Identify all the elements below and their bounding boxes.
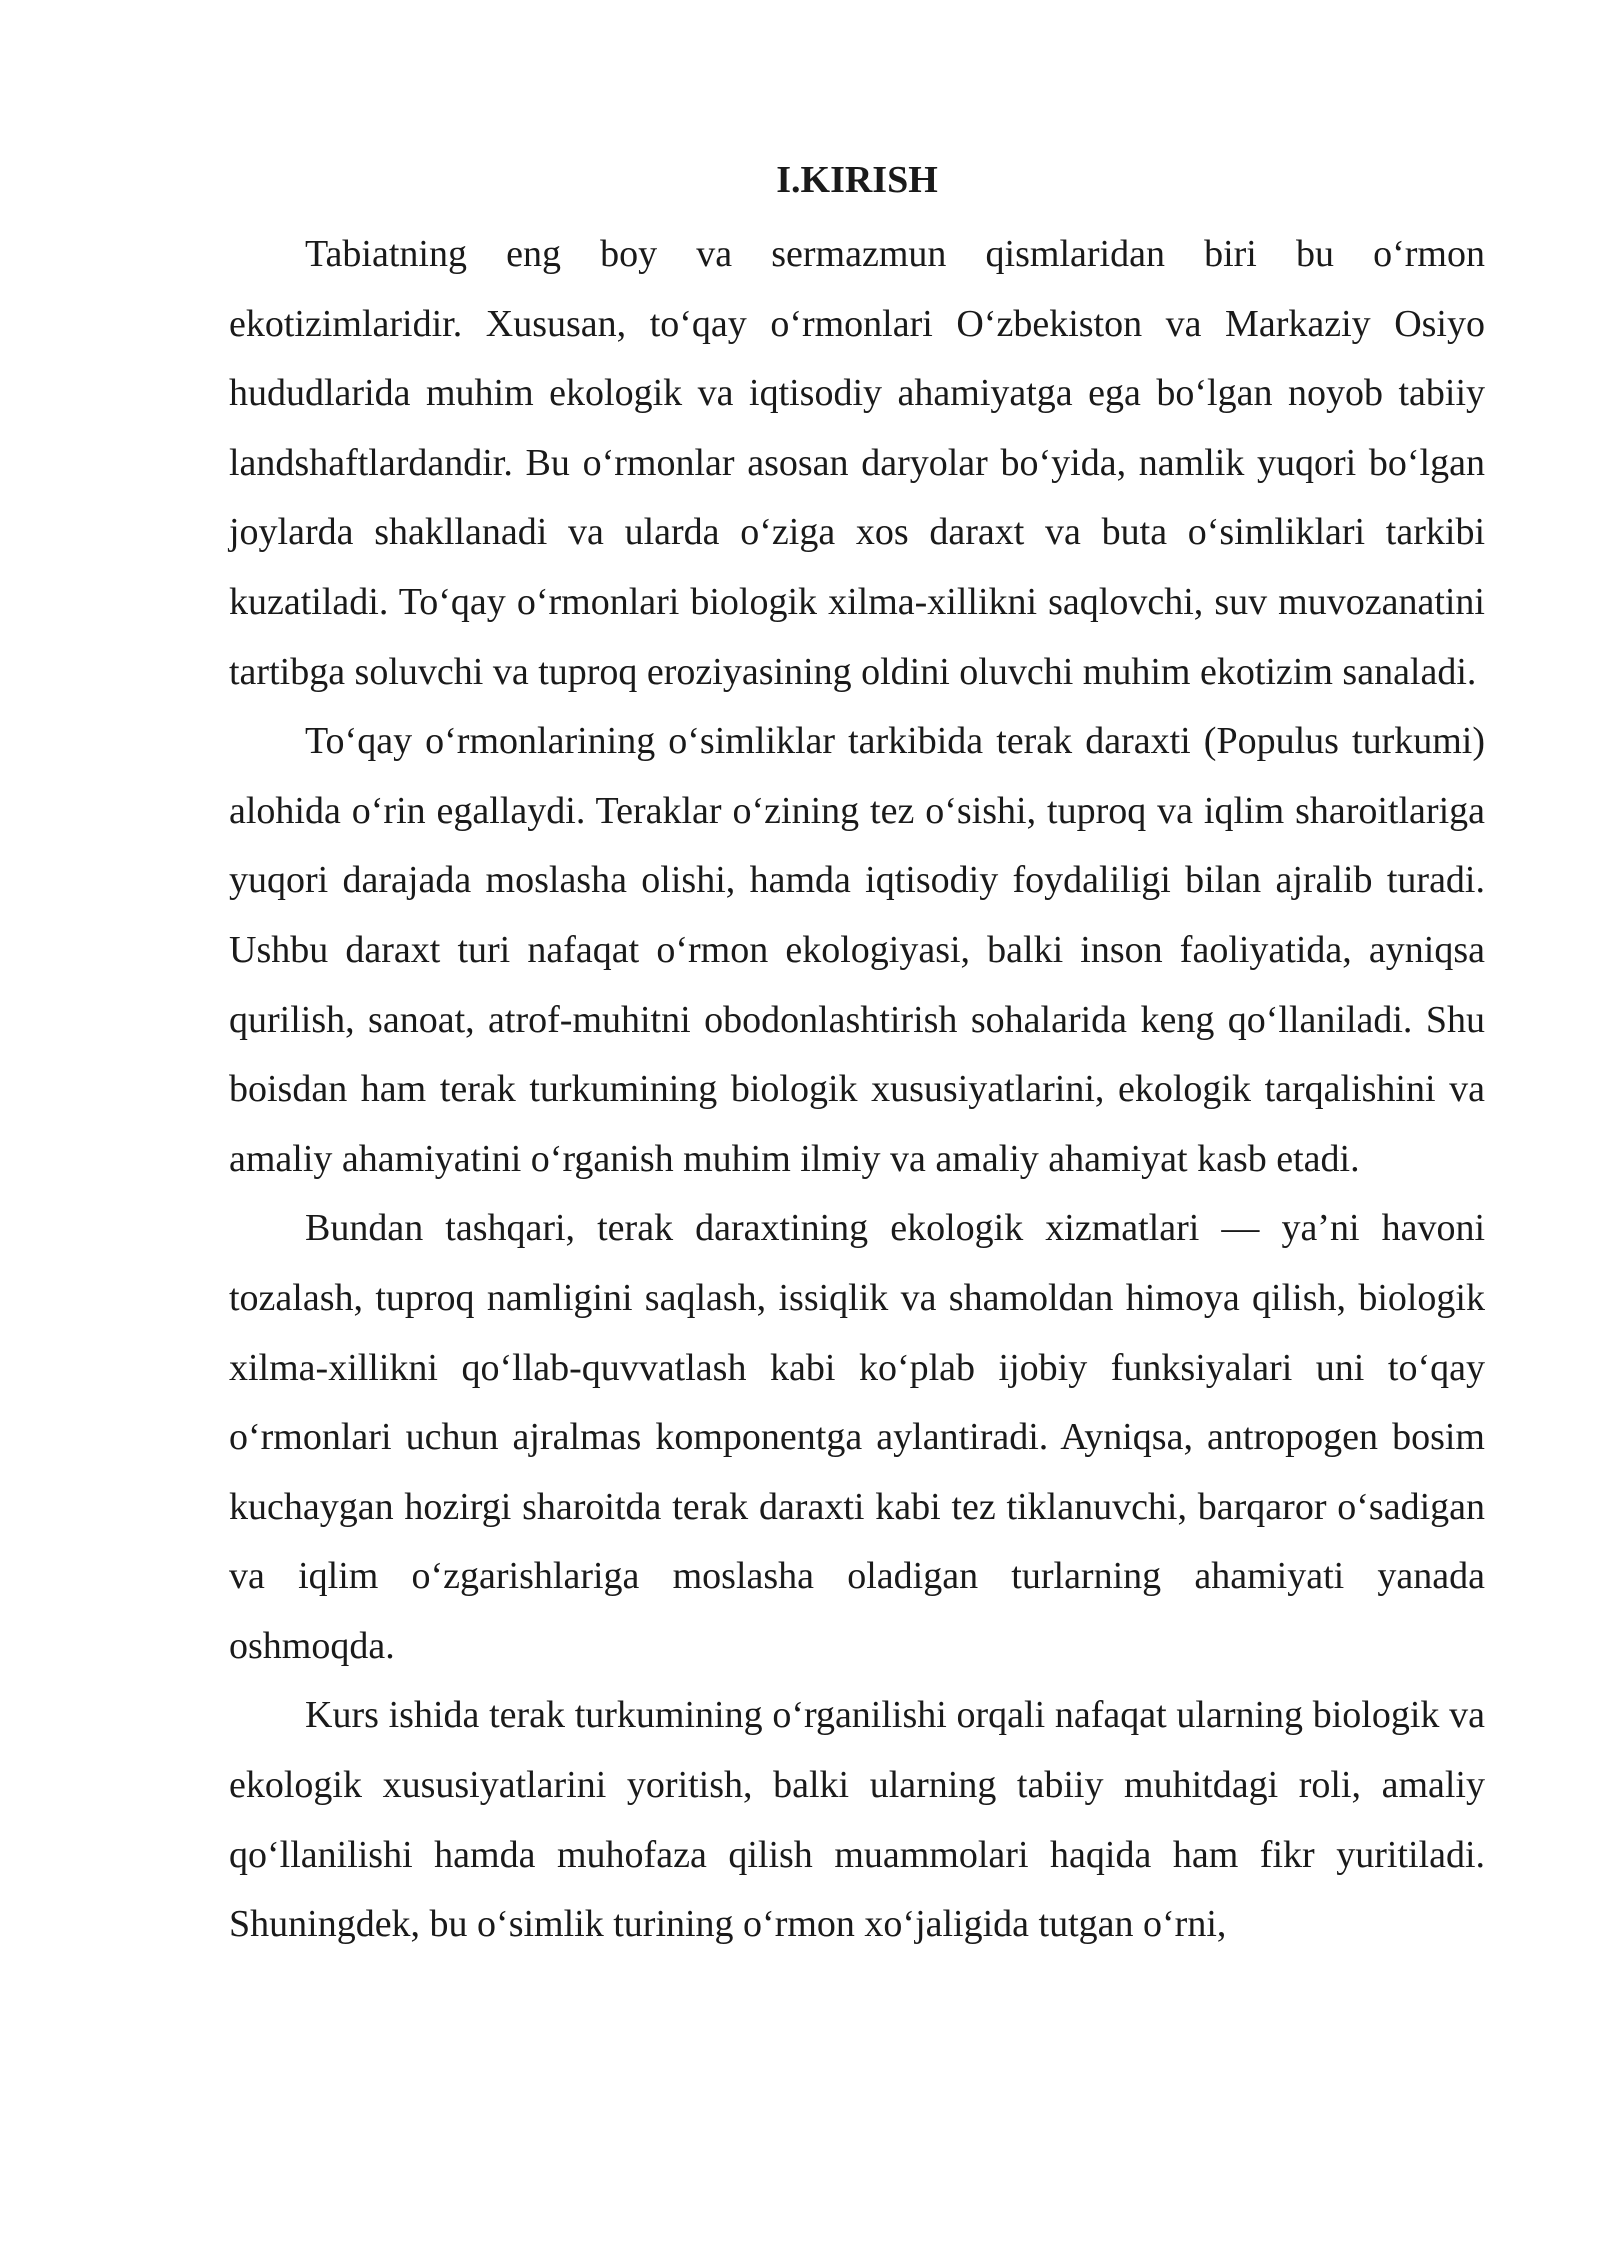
paragraph-1: Tabiatning eng boy va sermazmun qismlaridan biri bu o‘rmon ekotizimlaridir. Xususan, to‘qay o‘rmonlari O‘zbekiston va Markaziy Osiyo hududlarida muhim ekologik va iqtisodiy ahamiyatga ega bo‘lgan noyob tabiiy landshaftlardandir. Bu o‘rmonlar asosan daryolar bo‘yida, namlik yuqori bo‘lgan joylarda shakllanadi va ularda o‘ziga xos daraxt va buta o‘simliklari tarkibi kuzatiladi. To‘qay o‘rmonlari biologik xilma-xillikni saqlovchi, suv muvozanatini tartibga soluvchi va tuproq eroziyasining oldini oluvchi muhim ekotizim sanaladi. [229,233,1485,693]
paragraph-2: To‘qay o‘rmonlarining o‘simliklar tarkibida terak daraxti (Populus turkumi) alohida o‘rin egallaydi. Teraklar o‘zining tez o‘sishi, tuproq va iqlim sharoitlariga yuqori darajada moslasha olishi, hamda iqtisodiy foydaliligi bilan ajralib turadi. Ushbu daraxt turi nafaqat o‘rmon ekologiyasi, balki inson faoliyatida, ayniqsa qurilish, sanoat, atrof-muhitni obodonlashtirish sohalarida keng qo‘llaniladi. Shu boisdan ham terak turkumining biologik xususiyatlarini, ekologik tarqalishini va amaliy ahamiyatini o‘rganish muhim ilmiy va amaliy ahamiyat kasb etadi. [229,720,1485,1180]
paragraph-4: Kurs ishida terak turkumining o‘rganilishi orqali nafaqat ularning biologik va ekologik xususiyatlarini yoritish, balki ularning tabiiy muhitdagi roli, amaliy qo‘llanilishi hamda muhofaza qilish muammolari haqida ham fikr yuritiladi. Shuningdek, bu o‘simlik turining o‘rmon xo‘jaligida tutgan o‘rni, [229,1694,1485,1946]
document-body [229,150,1485,1960]
section-heading: I.KIRISH [776,159,938,201]
paragraph-3: Bundan tashqari, terak daraxtining ekologik xizmatlari — ya’ni havoni tozalash, tuproq namligini saqlash, issiqlik va shamoldan himoya qilish, biologik xilma-xillikni qo‘llab-quvvatlash kabi ko‘plab ijobiy funksiyalari uni to‘qay o‘rmonlari uchun ajralmas komponentga aylantiradi. Ayniqsa, antropogen bosim kuchaygan hozirgi sharoitda terak daraxti kabi tez tiklanuvchi, barqaror o‘sadigan va iqlim o‘zgarishlariga moslasha oladigan turlarning ahamiyati yanada oshmoqda. [229,1207,1485,1667]
